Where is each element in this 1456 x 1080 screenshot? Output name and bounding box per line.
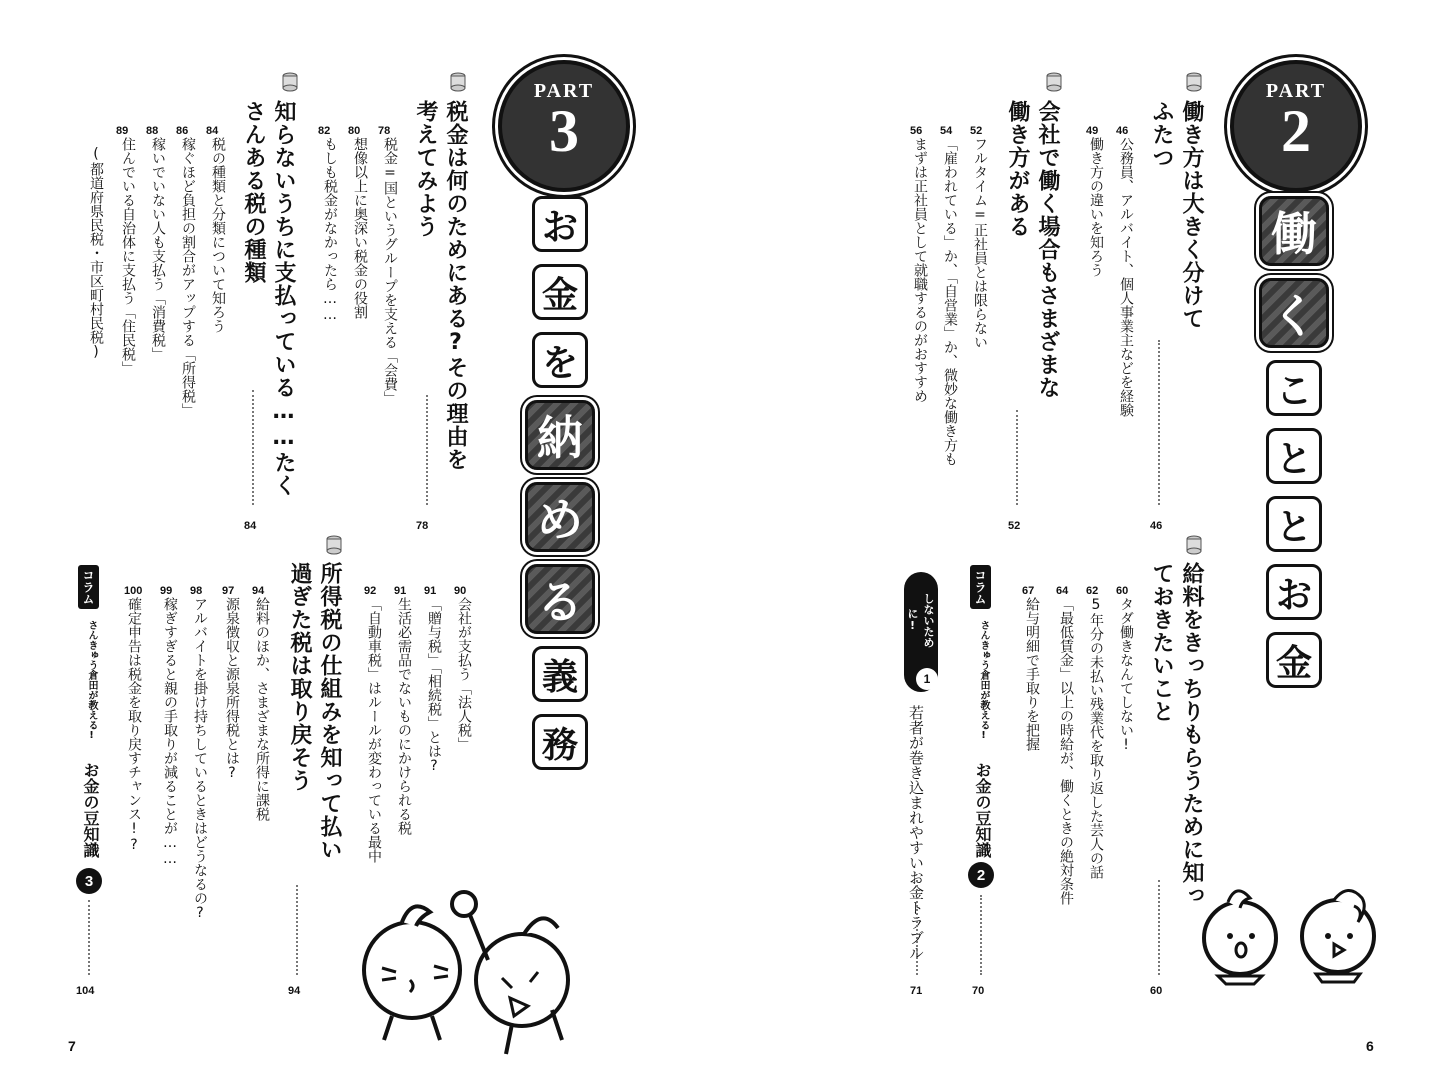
title-char: こ bbox=[1266, 360, 1322, 416]
item-text: 給与明細で手取りを把握 bbox=[1024, 597, 1040, 751]
leader-dots bbox=[88, 900, 90, 975]
mascot-illustration bbox=[1198, 880, 1398, 990]
toc-item bbox=[318, 125, 340, 323]
item-text: 住んでいる自治体に支払う「住民税」 bbox=[120, 137, 136, 375]
leader-dots bbox=[980, 895, 982, 975]
section-heading: 給料をきっちりもらうために知っておきたいこと bbox=[1149, 562, 1204, 907]
mascot-illustration bbox=[352, 880, 602, 1060]
damasare-text: 若者が巻き込まれやすいお金トラブル bbox=[907, 705, 925, 960]
coin-stack-icon bbox=[282, 72, 298, 92]
item-text: 「雇われている」か、「自営業」か、微妙な働き方も bbox=[942, 137, 958, 466]
item-page: 49 bbox=[1086, 125, 1099, 137]
part3-badge bbox=[498, 60, 630, 192]
item-text: 会社が支払う「法人税」 bbox=[456, 597, 472, 751]
leader-dots bbox=[916, 880, 918, 975]
section-page: 46 bbox=[1150, 520, 1163, 532]
item-text: 「贈与税」「相続税」とは? bbox=[426, 597, 442, 774]
damasare-label: だまされて損しないために! bbox=[906, 587, 951, 653]
item-page: 88 bbox=[146, 125, 159, 137]
item-page: 64 bbox=[1056, 585, 1069, 597]
item-note: (都道府県民税・市区町村民税) bbox=[88, 146, 104, 360]
item-text: タダ働きなんてしない! bbox=[1118, 597, 1134, 753]
title-char: 働 bbox=[1259, 196, 1329, 266]
title-char: 務 bbox=[532, 714, 588, 770]
coin-stack-icon bbox=[1186, 72, 1202, 92]
section-page: 94 bbox=[288, 985, 301, 997]
toc-item bbox=[910, 125, 930, 403]
item-text: 公務員、アルバイト、個人事業主などを経験 bbox=[1118, 137, 1134, 417]
item-text: 確定申告は税金を取り戻すチャンス!? bbox=[126, 597, 142, 853]
section-page: 60 bbox=[1150, 985, 1163, 997]
section-heading: 知らないうちに支払っている……たくさんある税の種類 bbox=[241, 100, 296, 497]
toc-item bbox=[146, 125, 168, 361]
toc-item bbox=[970, 125, 990, 349]
item-text: 「最低賃金」以上の時給が、働くときの絶対条件 bbox=[1058, 597, 1074, 905]
item-text: まずは正社員として就職するのがおすすめ bbox=[912, 137, 928, 403]
title-char: 金 bbox=[532, 264, 588, 320]
part2-title bbox=[1254, 196, 1334, 688]
item-page: 54 bbox=[940, 125, 953, 137]
toc-item bbox=[1086, 585, 1106, 879]
toc-item bbox=[424, 585, 444, 774]
item-text: 「自動車税」はルールが変わっている最中 bbox=[366, 597, 382, 863]
toc-item bbox=[1022, 585, 1042, 751]
page-number: 7 bbox=[68, 1038, 76, 1054]
item-page: 52 bbox=[970, 125, 983, 137]
title-char: め bbox=[525, 482, 595, 552]
toc-item bbox=[378, 125, 400, 405]
item-text: 5年分の未払い残業代を取り返した芸人の話 bbox=[1088, 597, 1104, 879]
item-page: 94 bbox=[252, 585, 265, 597]
section-page: 84 bbox=[244, 520, 257, 532]
item-page: 46 bbox=[1116, 125, 1129, 137]
toc-item bbox=[1116, 125, 1136, 417]
damasare-number: 1 bbox=[916, 668, 938, 690]
item-page: 89 bbox=[116, 125, 129, 137]
coin-stack-icon bbox=[1186, 535, 1202, 555]
title-char: 義 bbox=[532, 646, 588, 702]
toc-item bbox=[176, 125, 198, 417]
title-char: を bbox=[532, 332, 588, 388]
item-text: 稼ぐほど負担の割合がアップする「所得税」 bbox=[180, 137, 196, 417]
coin-stack-icon bbox=[450, 72, 466, 92]
title-char: と bbox=[1266, 496, 1322, 552]
toc-item bbox=[116, 125, 138, 375]
item-text: 稼ぎすぎると親の手取りが減ることが…… bbox=[162, 597, 178, 867]
toc-item bbox=[190, 585, 210, 921]
toc-item bbox=[160, 585, 180, 867]
toc-item bbox=[1056, 585, 1076, 905]
item-page: 100 bbox=[124, 585, 143, 597]
section-heading: 会社で働く場合もさまざまな働き方がある bbox=[1005, 100, 1060, 399]
title-char: く bbox=[1259, 278, 1329, 348]
item-page: 60 bbox=[1116, 585, 1129, 597]
toc-item bbox=[1086, 125, 1106, 277]
item-page: 91 bbox=[424, 585, 437, 597]
section-heading: 所得税の仕組みを知って払い過ぎた税は取り戻そう bbox=[287, 562, 342, 861]
item-page: 98 bbox=[190, 585, 203, 597]
leader-dots bbox=[1016, 410, 1018, 505]
column-page: 70 bbox=[972, 985, 985, 997]
toc-item bbox=[252, 585, 272, 821]
item-page: 99 bbox=[160, 585, 173, 597]
item-text: 給料のほか、さまざまな所得に課税 bbox=[254, 597, 270, 821]
part-number: 3 bbox=[549, 98, 579, 164]
leader-dots bbox=[426, 395, 428, 505]
column-number: 3 bbox=[76, 868, 102, 894]
part-number: 2 bbox=[1281, 98, 1311, 164]
title-char: と bbox=[1266, 428, 1322, 484]
item-page: 97 bbox=[222, 585, 235, 597]
column-title: お金の豆知識 bbox=[973, 762, 992, 858]
item-page: 78 bbox=[378, 125, 391, 137]
item-page: 56 bbox=[910, 125, 923, 137]
item-text: 稼いでいない人も支払う「消費税」 bbox=[150, 137, 166, 361]
column-title: お金の豆知識 bbox=[81, 762, 100, 858]
section-heading: 税金は何のためにある?その理由を考えてみよう bbox=[413, 100, 468, 471]
item-text: 生活必需品でないものにかけられる税 bbox=[396, 597, 412, 835]
section-page: 52 bbox=[1008, 520, 1021, 532]
item-text: 税金=国というグループを支える「会費」 bbox=[382, 137, 398, 405]
item-text: 源泉徴収と源泉所得税とは? bbox=[224, 597, 240, 781]
title-char: る bbox=[525, 564, 595, 634]
item-text: もしも税金がなかったら…… bbox=[322, 137, 338, 323]
toc-item bbox=[394, 585, 414, 835]
item-page: 84 bbox=[206, 125, 219, 137]
column-number: 2 bbox=[968, 862, 994, 888]
toc-item bbox=[1116, 585, 1136, 753]
item-page: 67 bbox=[1022, 585, 1035, 597]
title-char: 納 bbox=[525, 400, 595, 470]
item-text: アルバイトを掛け持ちしているときはどうなるの? bbox=[192, 597, 208, 921]
column-page: 104 bbox=[76, 985, 95, 997]
leader-dots bbox=[296, 885, 298, 975]
part2-badge bbox=[1230, 60, 1362, 192]
column-caption: さんきゅう倉田が教える! bbox=[86, 620, 97, 741]
item-page: 86 bbox=[176, 125, 189, 137]
page-number: 6 bbox=[1366, 1038, 1374, 1054]
title-char: お bbox=[1266, 564, 1322, 620]
item-page: 80 bbox=[348, 125, 361, 137]
item-page: 91 bbox=[394, 585, 407, 597]
toc-item bbox=[124, 585, 144, 853]
toc-item bbox=[454, 585, 474, 751]
toc-item bbox=[364, 585, 384, 863]
item-text: 働き方の違いを知ろう bbox=[1088, 137, 1104, 277]
leader-dots bbox=[252, 390, 254, 505]
part-label: PART bbox=[533, 80, 595, 102]
part3-title bbox=[523, 196, 597, 770]
title-char: 金 bbox=[1266, 632, 1322, 688]
right-page bbox=[728, 0, 1456, 1080]
section-heading: 働き方は大きく分けてふたつ bbox=[1149, 100, 1204, 330]
item-page: 92 bbox=[364, 585, 377, 597]
section-page: 78 bbox=[416, 520, 429, 532]
item-page: 90 bbox=[454, 585, 467, 597]
coin-stack-icon bbox=[1046, 72, 1062, 92]
item-text: 税の種類と分類について知ろう bbox=[210, 137, 226, 333]
damasare-page: 71 bbox=[910, 985, 923, 997]
item-text: フルタイム=正社員とは限らない bbox=[972, 137, 988, 349]
title-char: お bbox=[532, 196, 588, 252]
leader-dots bbox=[1158, 880, 1160, 975]
column-tag: コラム bbox=[78, 565, 99, 609]
toc-item bbox=[940, 125, 960, 466]
toc-item bbox=[222, 585, 242, 781]
toc-item bbox=[348, 125, 370, 319]
leader-dots bbox=[1158, 340, 1160, 505]
item-page: 82 bbox=[318, 125, 331, 137]
part-label: PART bbox=[1265, 80, 1327, 102]
toc-item bbox=[206, 125, 228, 333]
item-text: 想像以上に奥深い税金の役割 bbox=[352, 137, 368, 319]
item-page: 62 bbox=[1086, 585, 1099, 597]
column-tag: コラム bbox=[970, 565, 991, 609]
column-caption: さんきゅう倉田が教える! bbox=[978, 620, 989, 741]
coin-stack-icon bbox=[326, 535, 342, 555]
